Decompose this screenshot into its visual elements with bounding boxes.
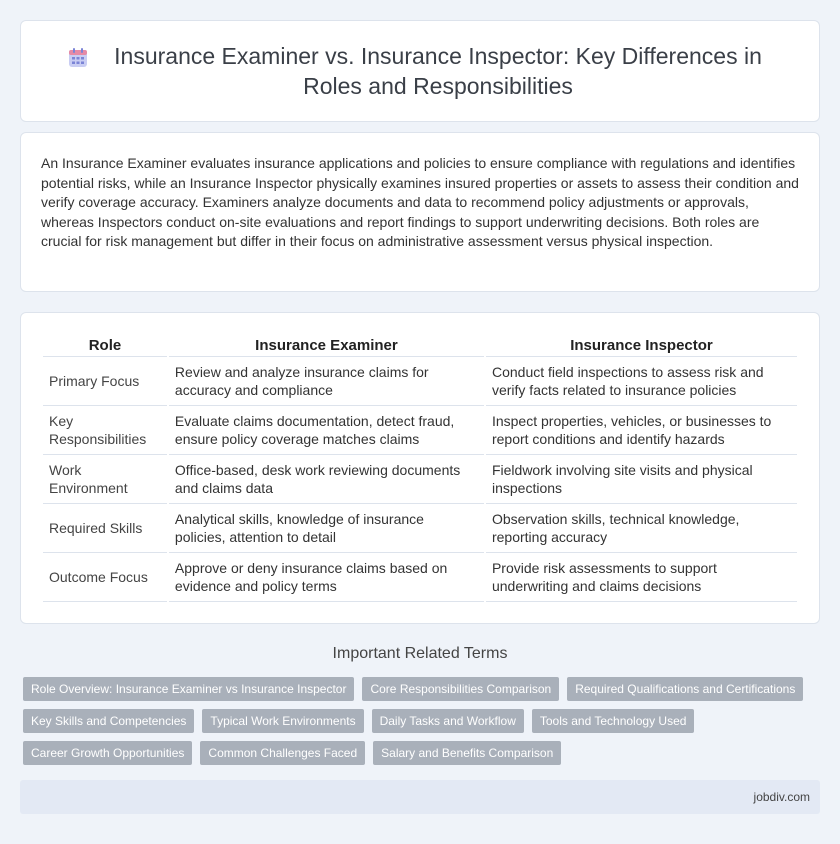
tag-tools-technology[interactable]: Tools and Technology Used (532, 709, 695, 733)
table-row (43, 357, 797, 406)
tag-role-overview[interactable]: Role Overview: Insurance Examiner vs Insurance Inspector (23, 677, 354, 701)
table-row (43, 455, 797, 504)
row-role: Work Environment (43, 455, 167, 504)
table-row (43, 504, 797, 553)
tag-core-responsibilities[interactable]: Core Responsibilities Comparison (362, 677, 559, 701)
tag-common-challenges[interactable]: Common Challenges Faced (200, 741, 365, 765)
row-examiner: Review and analyze insurance claims for accuracy and compliance (169, 357, 484, 406)
intro-card (20, 132, 820, 292)
intro-paragraph: An Insurance Examiner evaluates insurance applications and policies to ensure compliance with regulations and identifies potential risks, while an Insurance Inspector physically examines insured properties or assets to assess their condition and verify coverage accuracy. Examiners analyze documents and data to recommend policy adjustments or approvals, whereas Inspectors conduct on-site evaluations and report findings to support underwriting decisions. Both roles are crucial for risk management but differ in their focus on administrative assessment versus physical inspection. (41, 155, 799, 249)
row-examiner: Office-based, desk work reviewing documents and claims data (169, 455, 484, 504)
tag-career-growth[interactable]: Career Growth Opportunities (23, 741, 192, 765)
header-inspector: Insurance Inspector (486, 333, 797, 357)
header-examiner: Insurance Examiner (169, 333, 484, 357)
row-role: Required Skills (43, 504, 167, 553)
row-role: Primary Focus (43, 357, 167, 406)
row-role: Outcome Focus (43, 553, 167, 602)
page-title: Insurance Examiner vs. Insurance Inspector: Key Differences in Roles and Responsibilities (114, 43, 762, 99)
table-header-row (43, 333, 797, 357)
tag-daily-tasks[interactable]: Daily Tasks and Workflow (372, 709, 524, 733)
row-inspector: Fieldwork involving site visits and physical inspections (486, 455, 797, 504)
row-inspector: Inspect properties, vehicles, or businesses to report conditions and identify hazards (486, 406, 797, 455)
comparison-card (20, 312, 820, 624)
row-inspector: Observation skills, technical knowledge, reporting accuracy (486, 504, 797, 553)
row-role: Key Responsibilities (43, 406, 167, 455)
table-row (43, 406, 797, 455)
row-inspector: Provide risk assessments to support underwriting and claims decisions (486, 553, 797, 602)
row-inspector: Conduct field inspections to assess risk and verify facts related to insurance policies (486, 357, 797, 406)
row-examiner: Evaluate claims documentation, detect fraud, ensure policy coverage matches claims (169, 406, 484, 455)
footer-site-link[interactable]: jobdiv.com (753, 790, 810, 804)
table-row (43, 553, 797, 602)
row-examiner: Approve or deny insurance claims based on evidence and policy terms (169, 553, 484, 602)
related-terms-title: Important Related Terms (332, 645, 508, 662)
footer (20, 780, 820, 814)
title-card (20, 20, 820, 122)
tag-salary-benefits[interactable]: Salary and Benefits Comparison (373, 741, 561, 765)
row-examiner: Analytical skills, knowledge of insurance policies, attention to detail (169, 504, 484, 553)
comparison-table (41, 333, 799, 602)
tag-qualifications[interactable]: Required Qualifications and Certifications (567, 677, 803, 701)
tag-work-environments[interactable]: Typical Work Environments (202, 709, 363, 733)
tag-key-skills[interactable]: Key Skills and Competencies (23, 709, 194, 733)
header-role: Role (43, 333, 167, 357)
related-terms-tags (23, 677, 823, 773)
